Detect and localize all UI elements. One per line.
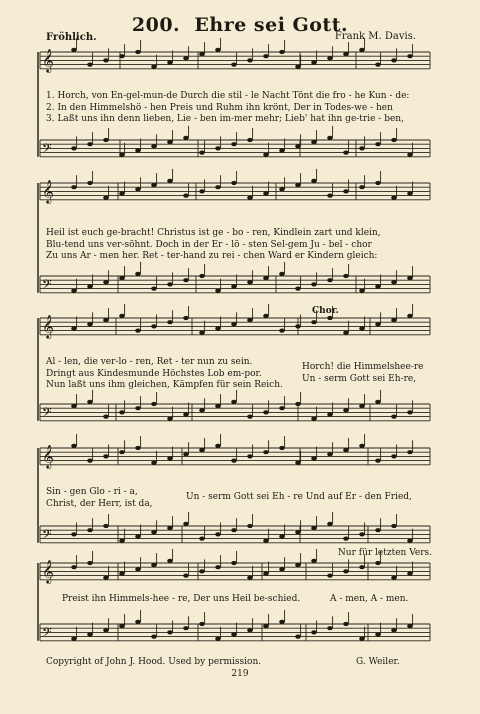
note-head (183, 316, 189, 320)
note-head (231, 528, 237, 532)
note-head (311, 282, 317, 286)
system1-lyrics (46, 91, 409, 126)
note-head (119, 450, 125, 454)
note-head (103, 576, 109, 580)
note-head (151, 530, 157, 534)
note-head (215, 637, 221, 641)
note-head (247, 454, 253, 458)
note-head (375, 284, 381, 288)
note-head (327, 574, 333, 578)
chorus-lyric-line: Un - serm Gott sei Eh - re Und auf Er - den Fried, (186, 492, 412, 502)
note-head (87, 142, 93, 146)
note-head (103, 415, 109, 419)
note-head (71, 185, 77, 189)
note-head (263, 410, 269, 414)
amen-lyrics: A - men, A - men. (330, 594, 409, 604)
note-head (103, 196, 109, 200)
note-head (103, 280, 109, 284)
note-head (119, 539, 125, 543)
last-verse-note: Nur für letzten Vers. (337, 548, 432, 558)
note-head (311, 630, 317, 634)
note-head (103, 628, 109, 632)
note-head (327, 316, 333, 320)
note-head (295, 635, 301, 639)
note-head (87, 459, 93, 463)
note-head (87, 400, 93, 404)
note-head (231, 142, 237, 146)
lyric-line: Christ, der Herr, ist da, (46, 498, 153, 509)
note-head (183, 194, 189, 198)
system5-lyrics-verse: Preist ihn Himmels-hee - re, Der uns Heil be-schied. (62, 594, 301, 604)
note-head (359, 444, 365, 448)
note-head (343, 537, 349, 541)
note-head (407, 450, 413, 454)
note-head (71, 146, 77, 150)
note-head (391, 196, 397, 200)
note-head (119, 54, 125, 58)
note-head (391, 628, 397, 632)
note-head (279, 620, 285, 624)
note-head (103, 138, 109, 142)
note-head (263, 571, 269, 575)
note-head (359, 289, 365, 293)
staff (40, 390, 430, 423)
note-head (295, 287, 301, 291)
note-head (167, 282, 173, 286)
note-head (167, 526, 173, 530)
note-head (183, 56, 189, 60)
staff (40, 262, 430, 295)
note-head (103, 454, 109, 458)
note-head (71, 565, 77, 569)
lyric-line: 1. Horch, von En-gel-mun-de Durch die stil - le Nacht Tönt die fro - he Kun - de: (46, 91, 410, 101)
copyright-notice: Copyright of John J. Hood. Used by permission. (46, 657, 262, 667)
note-head (71, 289, 77, 293)
note-head (215, 444, 221, 448)
treble-clef-icon: 𝄞 (42, 559, 54, 584)
note-head (199, 331, 205, 335)
note-head (263, 191, 269, 195)
note-head (87, 181, 93, 185)
note-head (247, 576, 253, 580)
note-head (151, 287, 157, 291)
note-head (135, 446, 141, 450)
note-head (263, 153, 269, 157)
note-head (87, 322, 93, 326)
lyric-line: Sin - gen Glo - ri - a, (46, 487, 138, 497)
note-head (343, 52, 349, 56)
note-head (407, 624, 413, 628)
note-head (407, 276, 413, 280)
note-head (71, 326, 77, 330)
system4-lyrics (46, 487, 153, 510)
lyric-line: Heil ist euch ge-bracht! Christus ist ge - bo - ren, Kindlein zart und klein, (46, 228, 381, 238)
note-head (359, 532, 365, 536)
note-head (247, 196, 253, 200)
note-head (71, 48, 77, 52)
treble-clef-icon: 𝄞 (42, 48, 54, 73)
note-head (135, 406, 141, 410)
note-head (391, 524, 397, 528)
note-head (135, 272, 141, 276)
note-head (391, 576, 397, 580)
note-head (103, 524, 109, 528)
staff (40, 512, 430, 545)
note-head (199, 52, 205, 56)
note-head (103, 58, 109, 62)
note-head (199, 151, 205, 155)
note-head (263, 450, 269, 454)
chorus-label: Chor. (312, 306, 339, 316)
note-head (327, 626, 333, 630)
note-head (263, 539, 269, 543)
note-head (135, 534, 141, 538)
note-head (119, 624, 125, 628)
page-number: 219 (231, 669, 249, 679)
note-head (263, 314, 269, 318)
note-head (327, 452, 333, 456)
staff (40, 610, 430, 643)
note-head (215, 565, 221, 569)
note-head (375, 400, 381, 404)
note-head (151, 635, 157, 639)
note-head (311, 559, 317, 563)
note-head (311, 60, 317, 64)
note-head (231, 400, 237, 404)
note-head (71, 444, 77, 448)
note-head (247, 138, 253, 142)
note-head (183, 452, 189, 456)
note-head (231, 632, 237, 636)
note-head (279, 406, 285, 410)
note-head (391, 318, 397, 322)
note-head (231, 284, 237, 288)
note-head (295, 461, 301, 465)
note-head (295, 530, 301, 534)
note-head (119, 153, 125, 157)
note-head (343, 189, 349, 193)
note-head (231, 561, 237, 565)
note-head (247, 318, 253, 322)
note-head (343, 622, 349, 626)
note-head (375, 142, 381, 146)
note-head (279, 329, 285, 333)
note-head (279, 187, 285, 191)
note-head (231, 459, 237, 463)
note-head (119, 276, 125, 280)
note-head (87, 63, 93, 67)
note-head (247, 58, 253, 62)
note-head (151, 144, 157, 148)
note-head (375, 181, 381, 185)
chorus-lyrics (302, 362, 423, 385)
note-head (311, 456, 317, 460)
note-head (119, 410, 125, 414)
note-head (407, 153, 413, 157)
note-head (135, 148, 141, 152)
note-head (391, 415, 397, 419)
lyric-line: Al - len, die ver-lo - ren, Ret - ter nun zu sein. (46, 357, 253, 367)
note-head (295, 324, 301, 328)
note-head (311, 320, 317, 324)
note-head (391, 58, 397, 62)
note-head (103, 318, 109, 322)
note-head (263, 276, 269, 280)
note-head (343, 151, 349, 155)
note-head (199, 274, 205, 278)
note-head (199, 408, 205, 412)
note-head (327, 278, 333, 282)
note-head (87, 561, 93, 565)
note-head (327, 136, 333, 140)
system2-lyrics (46, 228, 381, 263)
note-head (71, 637, 77, 641)
note-head (151, 183, 157, 187)
arranger-credit: G. Weiler. (356, 657, 400, 667)
bass-clef-icon: 𝄢 (42, 527, 52, 546)
hymn-title: Ehre sei Gott. (194, 14, 349, 36)
note-head (359, 185, 365, 189)
note-head (279, 567, 285, 571)
note-head (391, 454, 397, 458)
note-head (343, 274, 349, 278)
note-head (215, 185, 221, 189)
note-head (151, 461, 157, 465)
note-head (167, 559, 173, 563)
note-head (183, 412, 189, 416)
note-head (151, 65, 157, 69)
bass-clef-icon: 𝄢 (42, 405, 52, 424)
note-head (279, 272, 285, 276)
note-head (375, 632, 381, 636)
note-head (135, 50, 141, 54)
note-head (343, 448, 349, 452)
note-head (167, 417, 173, 421)
note-head (183, 626, 189, 630)
note-head (407, 191, 413, 195)
lyric-line: Nun laßt uns ihm gleichen, Kämpfen für sein Reich. (46, 380, 283, 390)
note-head (279, 534, 285, 538)
note-head (279, 50, 285, 54)
tempo-marking: Fröhlich. (46, 32, 97, 43)
note-head (151, 402, 157, 406)
composer-credit: Frank M. Davis. (334, 31, 416, 42)
note-head (183, 136, 189, 140)
note-head (231, 181, 237, 185)
note-head (167, 630, 173, 634)
note-head (359, 48, 365, 52)
note-head (183, 278, 189, 282)
note-head (391, 280, 397, 284)
note-head (295, 144, 301, 148)
note-head (359, 146, 365, 150)
lyric-line: Horch! die Himmelshee-re (302, 362, 424, 372)
lyric-line: 3. Laßt uns ihn denn lieben, Lie - ben im-mer mehr; Lieb' hat ihn ge-trie - ben, (46, 114, 404, 124)
note-head (119, 314, 125, 318)
note-head (327, 194, 333, 198)
note-head (359, 326, 365, 330)
note-head (343, 331, 349, 335)
note-head (135, 620, 141, 624)
note-head (375, 561, 381, 565)
note-head (311, 417, 317, 421)
note-head (311, 179, 317, 183)
note-head (263, 54, 269, 58)
note-head (71, 404, 77, 408)
lyric-line: Un - serm Gott sei Eh-re, (302, 373, 417, 384)
note-head (359, 565, 365, 569)
lyric-line: Zu uns Ar - men her. Ret - ter-hand zu rei - chen Ward er Kindern gleich: (46, 251, 378, 261)
note-head (311, 140, 317, 144)
bass-clef-icon: 𝄢 (42, 625, 52, 644)
note-head (407, 410, 413, 414)
note-head (375, 528, 381, 532)
bass-clef-icon: 𝄢 (42, 141, 52, 160)
lyric-line: Blu-tend uns ver-söhnt. Doch in der Er - lö - sten Sel-gem Ju - bel - chor (46, 239, 372, 250)
note-head (87, 284, 93, 288)
note-head (215, 404, 221, 408)
note-head (151, 324, 157, 328)
note-head (295, 563, 301, 567)
note-head (295, 183, 301, 187)
note-head (295, 402, 301, 406)
note-head (167, 456, 173, 460)
note-head (71, 532, 77, 536)
note-head (151, 563, 157, 567)
note-head (215, 326, 221, 330)
note-head (247, 628, 253, 632)
note-head (247, 524, 253, 528)
note-head (247, 280, 253, 284)
staff (40, 304, 430, 339)
note-head (407, 571, 413, 575)
lyric-line: 2. In den Himmelshö - hen Preis und Ruhm ihn krönt, Der in Todes-we - hen (46, 102, 393, 113)
note-head (407, 539, 413, 543)
note-head (311, 526, 317, 530)
staff (40, 434, 430, 469)
treble-clef-icon: 𝄞 (42, 444, 54, 469)
note-head (407, 54, 413, 58)
staff (40, 126, 430, 159)
note-head (119, 571, 125, 575)
note-head (247, 415, 253, 419)
treble-clef-icon: 𝄞 (42, 314, 54, 339)
note-head (215, 289, 221, 293)
note-head (87, 528, 93, 532)
note-head (327, 412, 333, 416)
note-head (167, 140, 173, 144)
staff (40, 38, 430, 73)
note-head (183, 574, 189, 578)
note-head (375, 322, 381, 326)
note-head (279, 148, 285, 152)
note-head (215, 532, 221, 536)
note-head (135, 187, 141, 191)
note-head (199, 448, 205, 452)
system3-lyrics (46, 357, 283, 392)
note-head (167, 60, 173, 64)
note-head (167, 179, 173, 183)
hymn-number: 200. (131, 14, 181, 36)
note-head (199, 189, 205, 193)
note-head (183, 522, 189, 526)
note-head (215, 48, 221, 52)
note-head (279, 446, 285, 450)
bass-clef-icon: 𝄢 (42, 277, 52, 296)
note-head (231, 63, 237, 67)
note-head (327, 522, 333, 526)
note-head (407, 314, 413, 318)
note-head (375, 63, 381, 67)
note-head (359, 404, 365, 408)
note-head (119, 191, 125, 195)
staff (40, 169, 430, 204)
note-head (263, 624, 269, 628)
note-head (343, 408, 349, 412)
note-head (327, 56, 333, 60)
note-head (87, 632, 93, 636)
note-head (135, 329, 141, 333)
note-head (215, 146, 221, 150)
treble-clef-icon: 𝄞 (42, 179, 54, 204)
note-head (231, 322, 237, 326)
note-head (295, 65, 301, 69)
note-head (359, 637, 365, 641)
note-head (375, 459, 381, 463)
note-head (199, 537, 205, 541)
note-head (343, 569, 349, 573)
lyric-line: Dringt aus Kindesmunde Höchstes Lob em-por. (46, 368, 262, 379)
note-head (199, 622, 205, 626)
note-head (199, 569, 205, 573)
note-head (135, 567, 141, 571)
note-head (167, 320, 173, 324)
note-head (391, 138, 397, 142)
